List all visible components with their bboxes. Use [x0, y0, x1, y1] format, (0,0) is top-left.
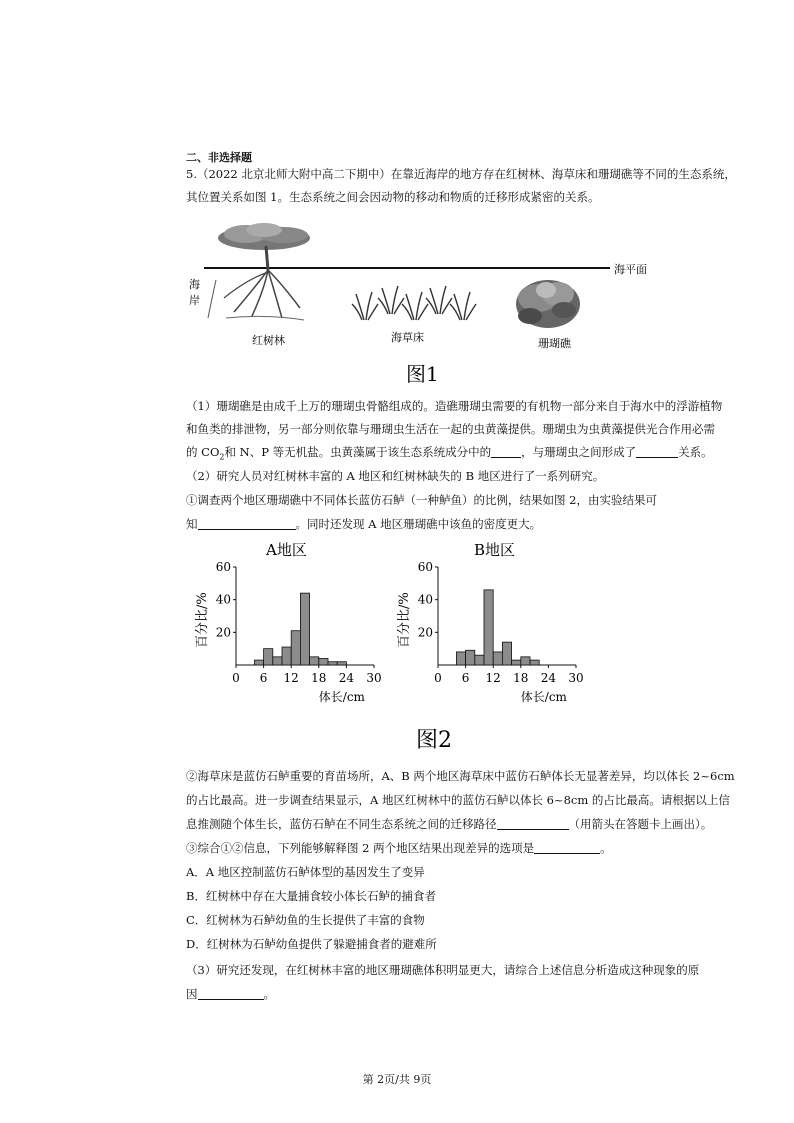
option-d: D．红树林为石鲈幼鱼提供了躲避捕食者的避难所: [186, 937, 437, 951]
histogram-bar: [493, 652, 502, 665]
option-c: C．红树林为石鲈幼鱼的生长提供了丰富的食物: [186, 913, 425, 927]
figure2-caption: 图2: [416, 728, 452, 753]
histogram-bar: [282, 647, 291, 665]
coral-reef-illustration: [516, 280, 580, 328]
question-intro-line2: 其位置关系如图 1。生态系统之间会因动物的移动和物质的迁移形成紧密的关系。: [186, 190, 600, 204]
x-tick-label: 24: [540, 671, 557, 685]
sea-level-label: 海平面: [614, 263, 647, 276]
part2-line3: 知 。同时还发现 A 地区珊瑚礁中该鱼的密度更大。: [186, 517, 542, 531]
coral-label: 珊瑚礁: [538, 337, 571, 350]
seagrass-illustration: [352, 286, 476, 320]
figure2-charts: [186, 535, 606, 755]
part1-line1: （1）珊瑚礁是由成千上万的珊瑚虫骨骼组成的。造礁珊瑚虫需要的有机物一部分来自于海水中的浮游植物: [186, 399, 723, 413]
histogram-bar: [300, 593, 309, 665]
shore-label-2: 岸: [189, 294, 200, 307]
figure1-caption: 图1: [406, 362, 439, 386]
page-footer: 第 2页/共 9页: [362, 1073, 432, 1086]
x-tick-label: 24: [338, 671, 355, 685]
part1-line2: 和鱼类的排泄物，另一部分则依靠与珊瑚虫生活在一起的虫黄藻提供。珊瑚虫为虫黄藻提供光合作用必需: [186, 422, 715, 436]
x-tick-label: 12: [283, 671, 299, 685]
x-tick-label: 18: [513, 671, 529, 685]
figure1-illustration: [186, 218, 666, 388]
answer-blank: [491, 445, 521, 458]
part2b-line2: 的占比最高。进一步调查结果显示，A 地区红树林中的蓝仿石鲈以体长 6~8cm 的占比最高。请根据以上信: [186, 793, 730, 807]
histogram-bar: [319, 658, 328, 665]
y-tick-label: 60: [417, 560, 433, 574]
x-tick-label: 6: [461, 671, 470, 685]
histogram-bar: [502, 642, 511, 665]
question-intro-line1: 5.（2022 北京北师大附中高二下期中）在靠近海岸的地方存在红树林、海草床和珊瑚礁等不同的生态系统，: [186, 167, 736, 181]
y-tick-label: 40: [215, 592, 231, 607]
histogram-bar: [310, 657, 319, 665]
y-tick-label: 20: [417, 625, 433, 640]
x-axis-label: 体长/cm: [318, 690, 365, 704]
y-tick-label: 60: [215, 560, 231, 574]
y-tick-label: 40: [417, 592, 433, 607]
histogram-bar: [291, 631, 300, 665]
part2b-line3: 息推测随个体生长，蓝仿石鲈在不同生态系统之间的迁移路径 （用箭头在答题卡上画出）。: [186, 817, 713, 831]
x-tick-label: 30: [366, 671, 382, 685]
histogram-bar: [254, 660, 263, 665]
x-tick-label: 6: [259, 671, 268, 685]
x-tick-label: 18: [311, 671, 327, 685]
histogram-bar: [466, 650, 475, 665]
x-tick-label: 0: [232, 671, 240, 685]
answer-blank: [198, 517, 296, 530]
histogram-bar: [337, 662, 346, 665]
answer-blank: [534, 841, 600, 854]
mangrove-tree-illustration: [218, 223, 310, 320]
part2-line1: （2）研究人员对红树林丰富的 A 地区和红树林缺失的 B 地区进行了一系列研究。: [186, 469, 605, 483]
shore-label-1: 海: [189, 278, 200, 291]
chart-title: B地区: [474, 541, 516, 559]
option-b: B．红树林中存在大量捕食较小体长石鲈的捕食者: [186, 889, 436, 903]
histogram-bar: [521, 657, 530, 665]
section-heading: 二、非选择题: [186, 151, 252, 164]
part1-line3: 的 $CO_2$和 N、P 等无机盐。虫黄藻属于该生态系统成分中的 ，与珊瑚虫之间形成了 关系。: [186, 445, 713, 462]
histogram-bar: [484, 590, 493, 665]
y-axis-label: 百分比/%: [195, 592, 210, 648]
y-tick-label: 20: [215, 625, 231, 640]
option-a: A．A 地区控制蓝仿石鲈体型的基因发生了变异: [186, 865, 425, 879]
part2-line2: ①调查两个地区珊瑚礁中不同体长蓝仿石鲈（一种鲈鱼）的比例，结果如图 2，由实验结果可: [186, 493, 657, 507]
histogram-bar: [512, 660, 521, 665]
x-tick-label: 12: [485, 671, 501, 685]
mangrove-label: 红树林: [252, 334, 285, 347]
histogram-bar: [475, 655, 484, 665]
part3-line2: 因 。: [186, 987, 275, 1001]
histogram-bar: [456, 652, 465, 665]
answer-blank: [497, 817, 569, 830]
part3-line1: （3）研究还发现，在红树林丰富的地区珊瑚礁体积明显更大，请综合上述信息分析造成这种现象的原: [186, 963, 700, 977]
seagrass-label: 海草床: [391, 331, 424, 344]
histogram-bar: [530, 660, 539, 665]
part2b-line1: ②海草床是蓝仿石鲈重要的育苗场所，A、B 两个地区海草床中蓝仿石鲈体长无显著差异，均以体长 2~6cm: [186, 769, 735, 783]
answer-blank: [636, 445, 678, 458]
x-axis-label: 体长/cm: [520, 690, 567, 704]
x-tick-label: 0: [434, 671, 442, 685]
histogram-bar: [264, 649, 273, 665]
x-tick-label: 30: [568, 671, 584, 685]
chart-title: A地区: [266, 541, 307, 559]
y-axis-label: 百分比/%: [397, 592, 412, 648]
answer-blank: [198, 987, 264, 1000]
shore-slope: [208, 280, 216, 318]
chart-a: [195, 541, 382, 704]
histogram-bar: [273, 657, 282, 665]
chart-b: [397, 541, 584, 704]
histogram-bar: [328, 662, 337, 665]
part2b-line4: ③综合①②信息，下列能够解释图 2 两个地区结果出现差异的选项是 。: [186, 841, 612, 855]
